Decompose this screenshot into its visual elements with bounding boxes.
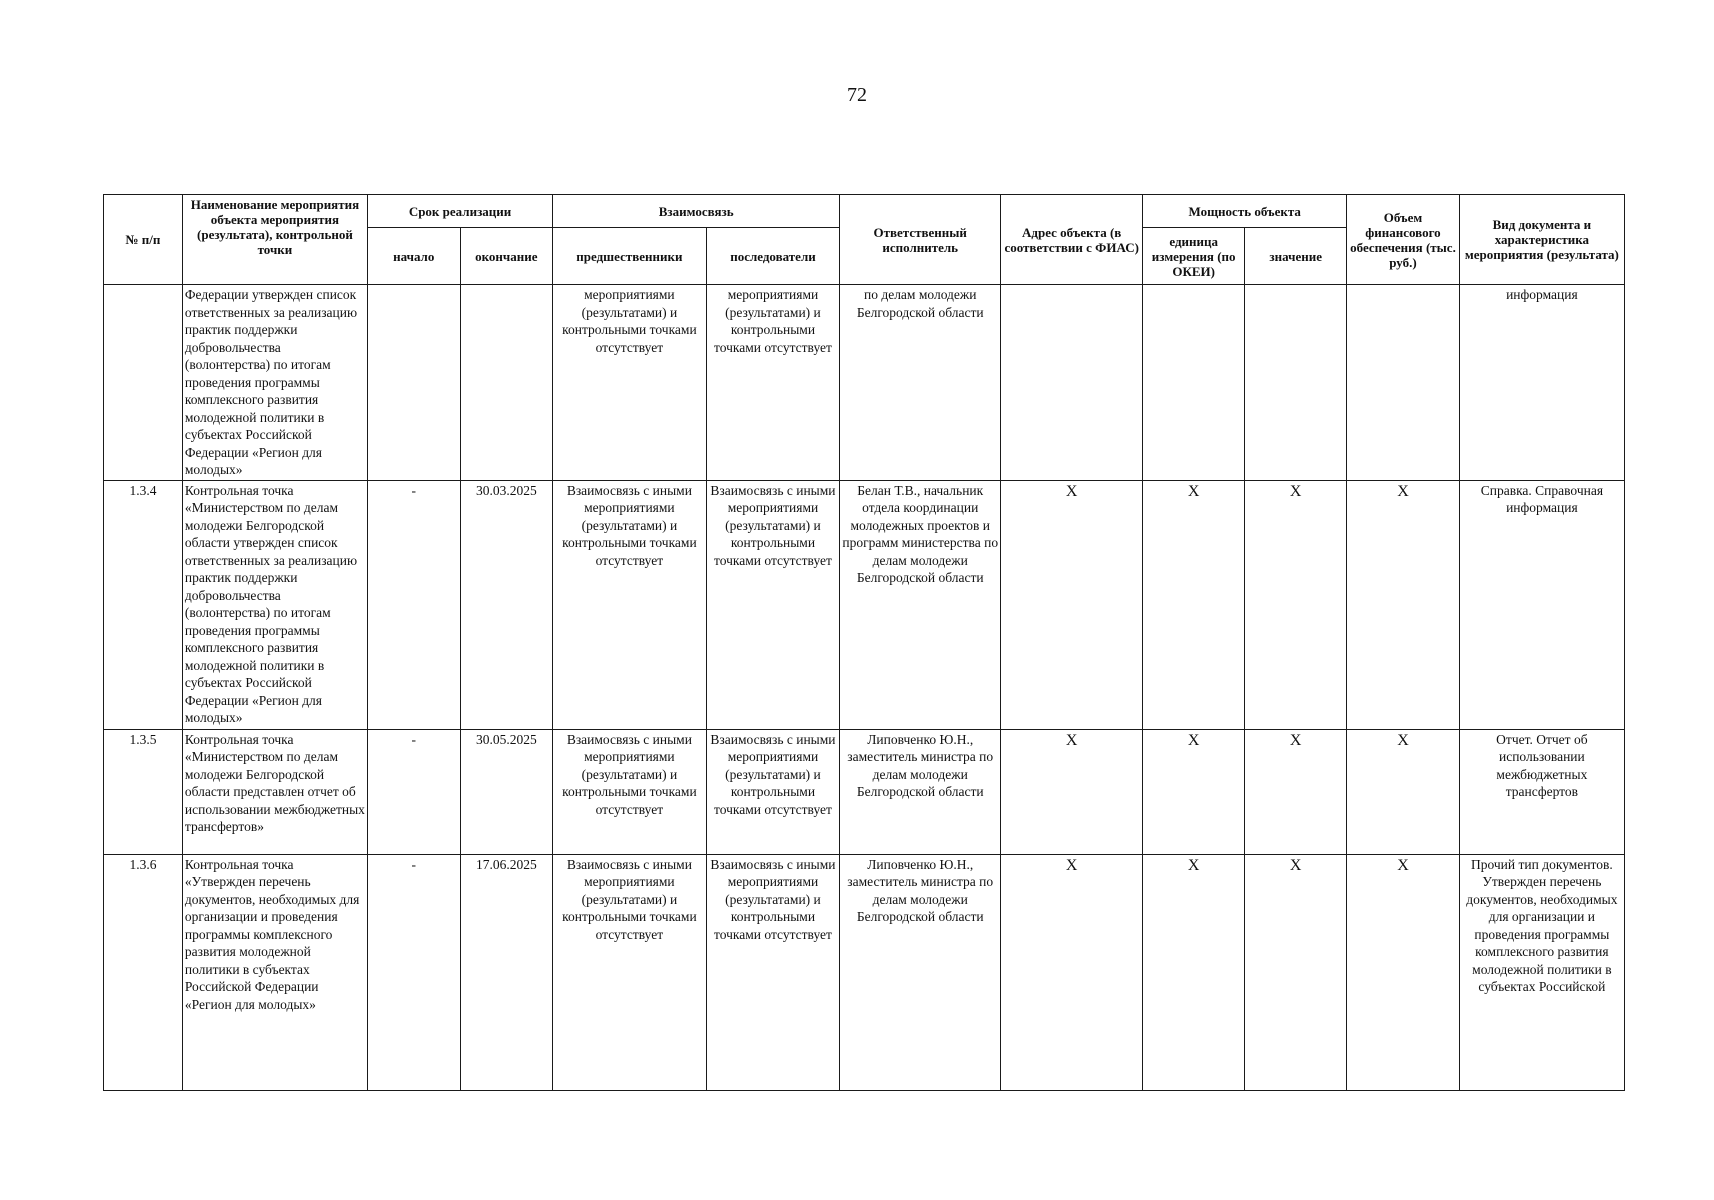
row-num: 1.3.6 [104,854,183,1090]
row-value: X [1245,729,1347,854]
row-predecessors: Взаимосвязь с иными мероприятиями (результатами) и контрольными точками отсутствует [553,729,707,854]
row-start: - [367,729,460,854]
header-capacity: Мощность объекта [1143,195,1347,228]
row-start: - [367,480,460,729]
row-successors: Взаимосвязь с иными мероприятиями (результатами) и контрольными точками отсутствует [706,854,840,1090]
row-num: 1.3.4 [104,480,183,729]
row-value: X [1245,854,1347,1090]
row-end: 30.03.2025 [460,480,553,729]
row-finance: X [1347,854,1460,1090]
row-finance [1347,285,1460,481]
header-successors: последователи [706,228,840,285]
row-end: 30.05.2025 [460,729,553,854]
row-doc-type: Прочий тип документов. Утвержден перечень документов, необходимых для организации и проведения программы комплексного развития молодежной политики в субъектах Российской [1459,854,1624,1090]
row-end: 17.06.2025 [460,854,553,1090]
row-doc-type: Справка. Справочная информация [1459,480,1624,729]
row-finance: X [1347,480,1460,729]
header-address: Адрес объекта (в соответствии с ФИАС) [1001,195,1143,285]
row-address: X [1001,854,1143,1090]
row-successors: Взаимосвязь с иными мероприятиями (результатами) и контрольными точками отсутствует [706,729,840,854]
header-link: Взаимосвязь [553,195,840,228]
row-address [1001,285,1143,481]
header-name: Наименование мероприятия объекта мероприятия (результата), контрольной точки [182,195,367,285]
row-value: X [1245,480,1347,729]
row-finance: X [1347,729,1460,854]
row-unit: X [1143,854,1245,1090]
row-name: Федерации утвержден список ответственных за реализацию практик поддержки добровольчества (волонтерства) по итогам проведения программы комплексного развития молодежной политики в субъектах Российской Федерации «Регион для молодых» [182,285,367,481]
row-num: 1.3.5 [104,729,183,854]
page-number: 72 [847,84,867,106]
table-row [104,285,1625,481]
row-unit: X [1143,729,1245,854]
row-doc-type: информация [1459,285,1624,481]
header-unit: единица измерения (по ОКЕИ) [1143,228,1245,285]
row-start: - [367,854,460,1090]
row-responsible: Липовченко Ю.Н., заместитель министра по делам молодежи Белгородской области [840,729,1001,854]
row-num [104,285,183,481]
row-name: Контрольная точка «Министерством по делам молодежи Белгородской области утвержден список ответственных за реализацию практик поддержки добровольчества (волонтерства) по итогам проведения программы комплексного развития молодежной политики в субъектах Российской Федерации «Регион для молодых» [182,480,367,729]
row-responsible: Липовченко Ю.Н., заместитель министра по делам молодежи Белгородской области [840,854,1001,1090]
row-name: Контрольная точка «Утвержден перечень документов, необходимых для организации и проведения программы комплексного развития молодежной политики в субъектах Российской Федерации «Регион для молодых» [182,854,367,1090]
row-responsible: Белан Т.В., начальник отдела координации молодежных проектов и программ министерства по делам молодежи Белгородской области [840,480,1001,729]
table-row [104,854,1625,1090]
plan-table [103,194,1625,1091]
header-predecessors: предшественники [553,228,707,285]
row-name: Контрольная точка «Министерством по делам молодежи Белгородской области представлен отчет об использовании межбюджетных трансфертов» [182,729,367,854]
header-num: № п/п [104,195,183,285]
table-row [104,729,1625,854]
row-doc-type: Отчет. Отчет об использовании межбюджетных трансфертов [1459,729,1624,854]
row-successors: Взаимосвязь с иными мероприятиями (результатами) и контрольными точками отсутствует [706,480,840,729]
row-end [460,285,553,481]
row-responsible: по делам молодежи Белгородской области [840,285,1001,481]
row-value [1245,285,1347,481]
header-end: окончание [460,228,553,285]
row-address: X [1001,480,1143,729]
row-unit [1143,285,1245,481]
row-unit: X [1143,480,1245,729]
row-address: X [1001,729,1143,854]
row-predecessors: Взаимосвязь с иными мероприятиями (результатами) и контрольными точками отсутствует [553,854,707,1090]
row-predecessors: Взаимосвязь с иными мероприятиями (результатами) и контрольными точками отсутствует [553,480,707,729]
header-value: значение [1245,228,1347,285]
row-successors: мероприятиями (результатами) и контрольными точками отсутствует [706,285,840,481]
row-start [367,285,460,481]
table-row [104,480,1625,729]
header-responsible: Ответственный исполнитель [840,195,1001,285]
row-predecessors: мероприятиями (результатами) и контрольными точками отсутствует [553,285,707,481]
header-doc-type: Вид документа и характеристика мероприятия (результата) [1459,195,1624,285]
header-finance: Объем финансового обеспечения (тыс. руб.) [1347,195,1460,285]
header-period: Срок реализации [367,195,552,228]
header-start: начало [367,228,460,285]
